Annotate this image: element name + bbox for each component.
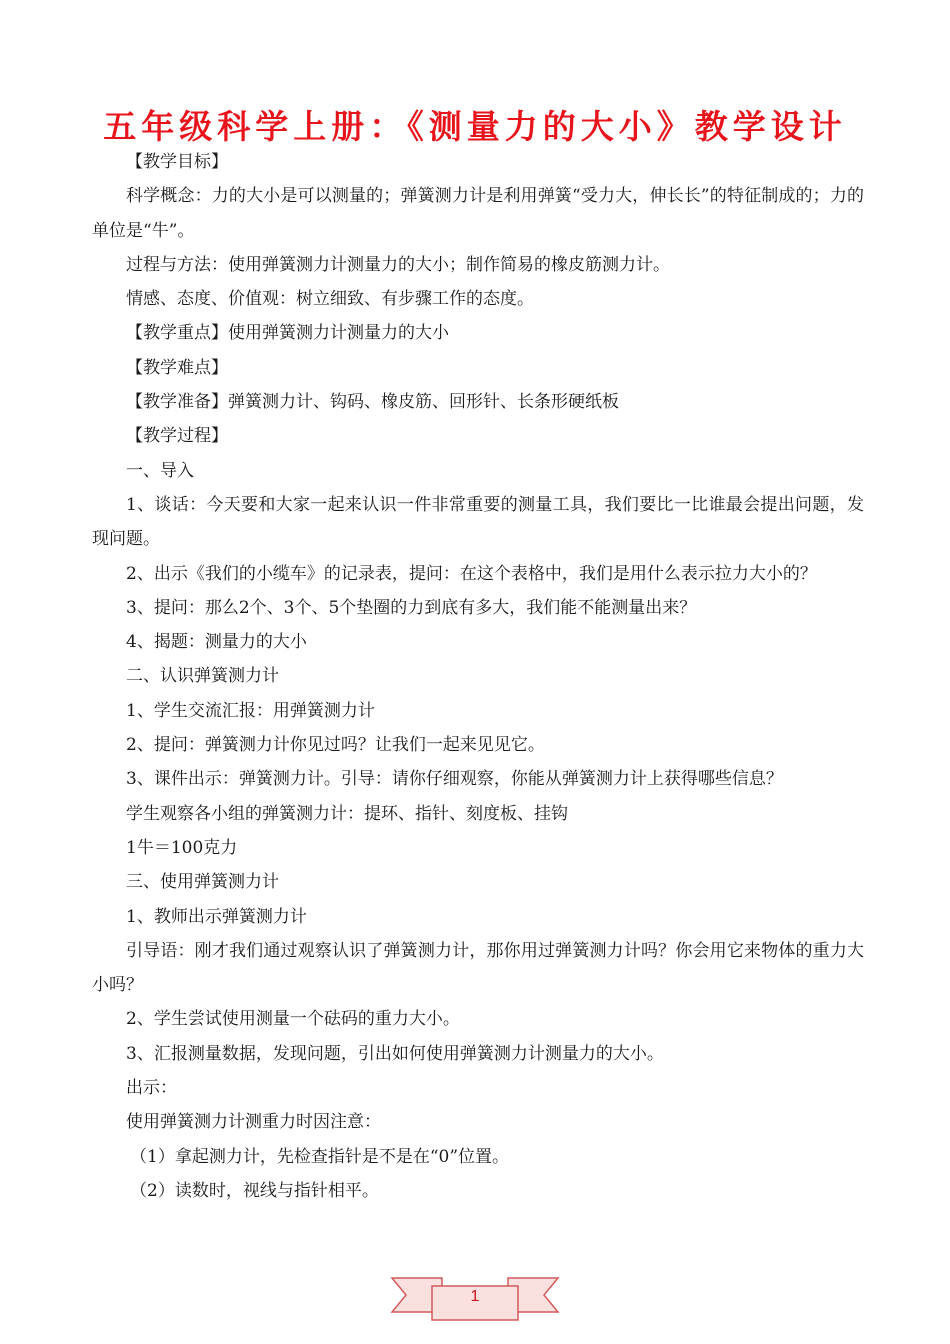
document-body: [92, 145, 864, 1208]
paragraph: 2、提问：弹簧测力计你见过吗？让我们一起来见见它。: [126, 735, 545, 756]
paragraph: 【教学难点】: [126, 357, 228, 378]
paragraph: 三、使用弹簧测力计: [126, 872, 279, 893]
paragraph: 2、学生尝试使用测量一个砝码的重力大小。: [126, 1009, 460, 1030]
paragraph: 1、教师出示弹簧测力计: [126, 906, 307, 927]
paragraph: 使用弹簧测力计测重力时因注意：: [126, 1112, 381, 1133]
paragraph: 3、课件出示：弹簧测力计。引导：请你仔细观察，你能从弹簧测力计上获得哪些信息？: [126, 769, 783, 790]
paragraph: 2、出示《我们的小缆车》的记录表，提问：在这个表格中，我们是用什么表示拉力大小的？: [126, 563, 817, 584]
paragraph: （1）拿起测力计，先检查指针是不是在“0”位置。: [130, 1146, 510, 1167]
paragraph: 引导语：刚才我们通过观察认识了弹簧测力计，那你用过弹簧测力计吗？你会用它来物体的重力大小吗？: [92, 940, 864, 996]
paragraph: 1、谈话：今天要和大家一起来认识一件非常重要的测量工具，我们要比一比谁最会提出问题，发现问题。: [92, 494, 864, 550]
paragraph: 二、认识弹簧测力计: [126, 666, 279, 687]
paragraph: 情感、态度、价值观：树立细致、有步骤工作的态度。: [126, 289, 534, 310]
paragraph: 出示：: [126, 1078, 177, 1099]
paragraph: 一、导入: [126, 460, 194, 481]
paragraph: 【教学目标】: [126, 152, 228, 172]
paragraph: 4、揭题：测量力的大小: [126, 632, 307, 653]
page-footer: [390, 1274, 560, 1334]
paragraph: 科学概念：力的大小是可以测量的；弹簧测力计是利用弹簧“受力大，伸长长”的特征制成的；力的单位是“牛”。: [92, 186, 864, 241]
paragraph: 过程与方法：使用弹簧测力计测量力的大小；制作简易的橡皮筋测力计。: [126, 254, 670, 275]
paragraph: 1、学生交流汇报：用弹簧测力计: [126, 700, 375, 721]
paragraph: 【教学重点】使用弹簧测力计测量力的大小: [126, 323, 449, 344]
paragraph: 【教学准备】弹簧测力计、钩码、橡皮筋、回形针、长条形硬纸板: [126, 392, 619, 413]
paragraph: （2）读数时，视线与指针相平。: [130, 1180, 379, 1201]
page-number: 1: [470, 1288, 480, 1305]
paragraph: 学生观察各小组的弹簧测力计：提环、指针、刻度板、挂钩: [126, 803, 568, 824]
paragraph: 3、汇报测量数据，发现问题，引出如何使用弹簧测力计测量力的大小。: [126, 1043, 664, 1064]
paragraph: 【教学过程】: [126, 426, 228, 447]
paragraph: 1牛＝100克力: [126, 837, 238, 858]
document-title: 五年级科学上册：《测量力的大小》教学设计: [103, 107, 847, 146]
paragraph: 3、提问：那么2个、3个、5个垫圈的力到底有多大，我们能不能测量出来？: [126, 597, 697, 618]
